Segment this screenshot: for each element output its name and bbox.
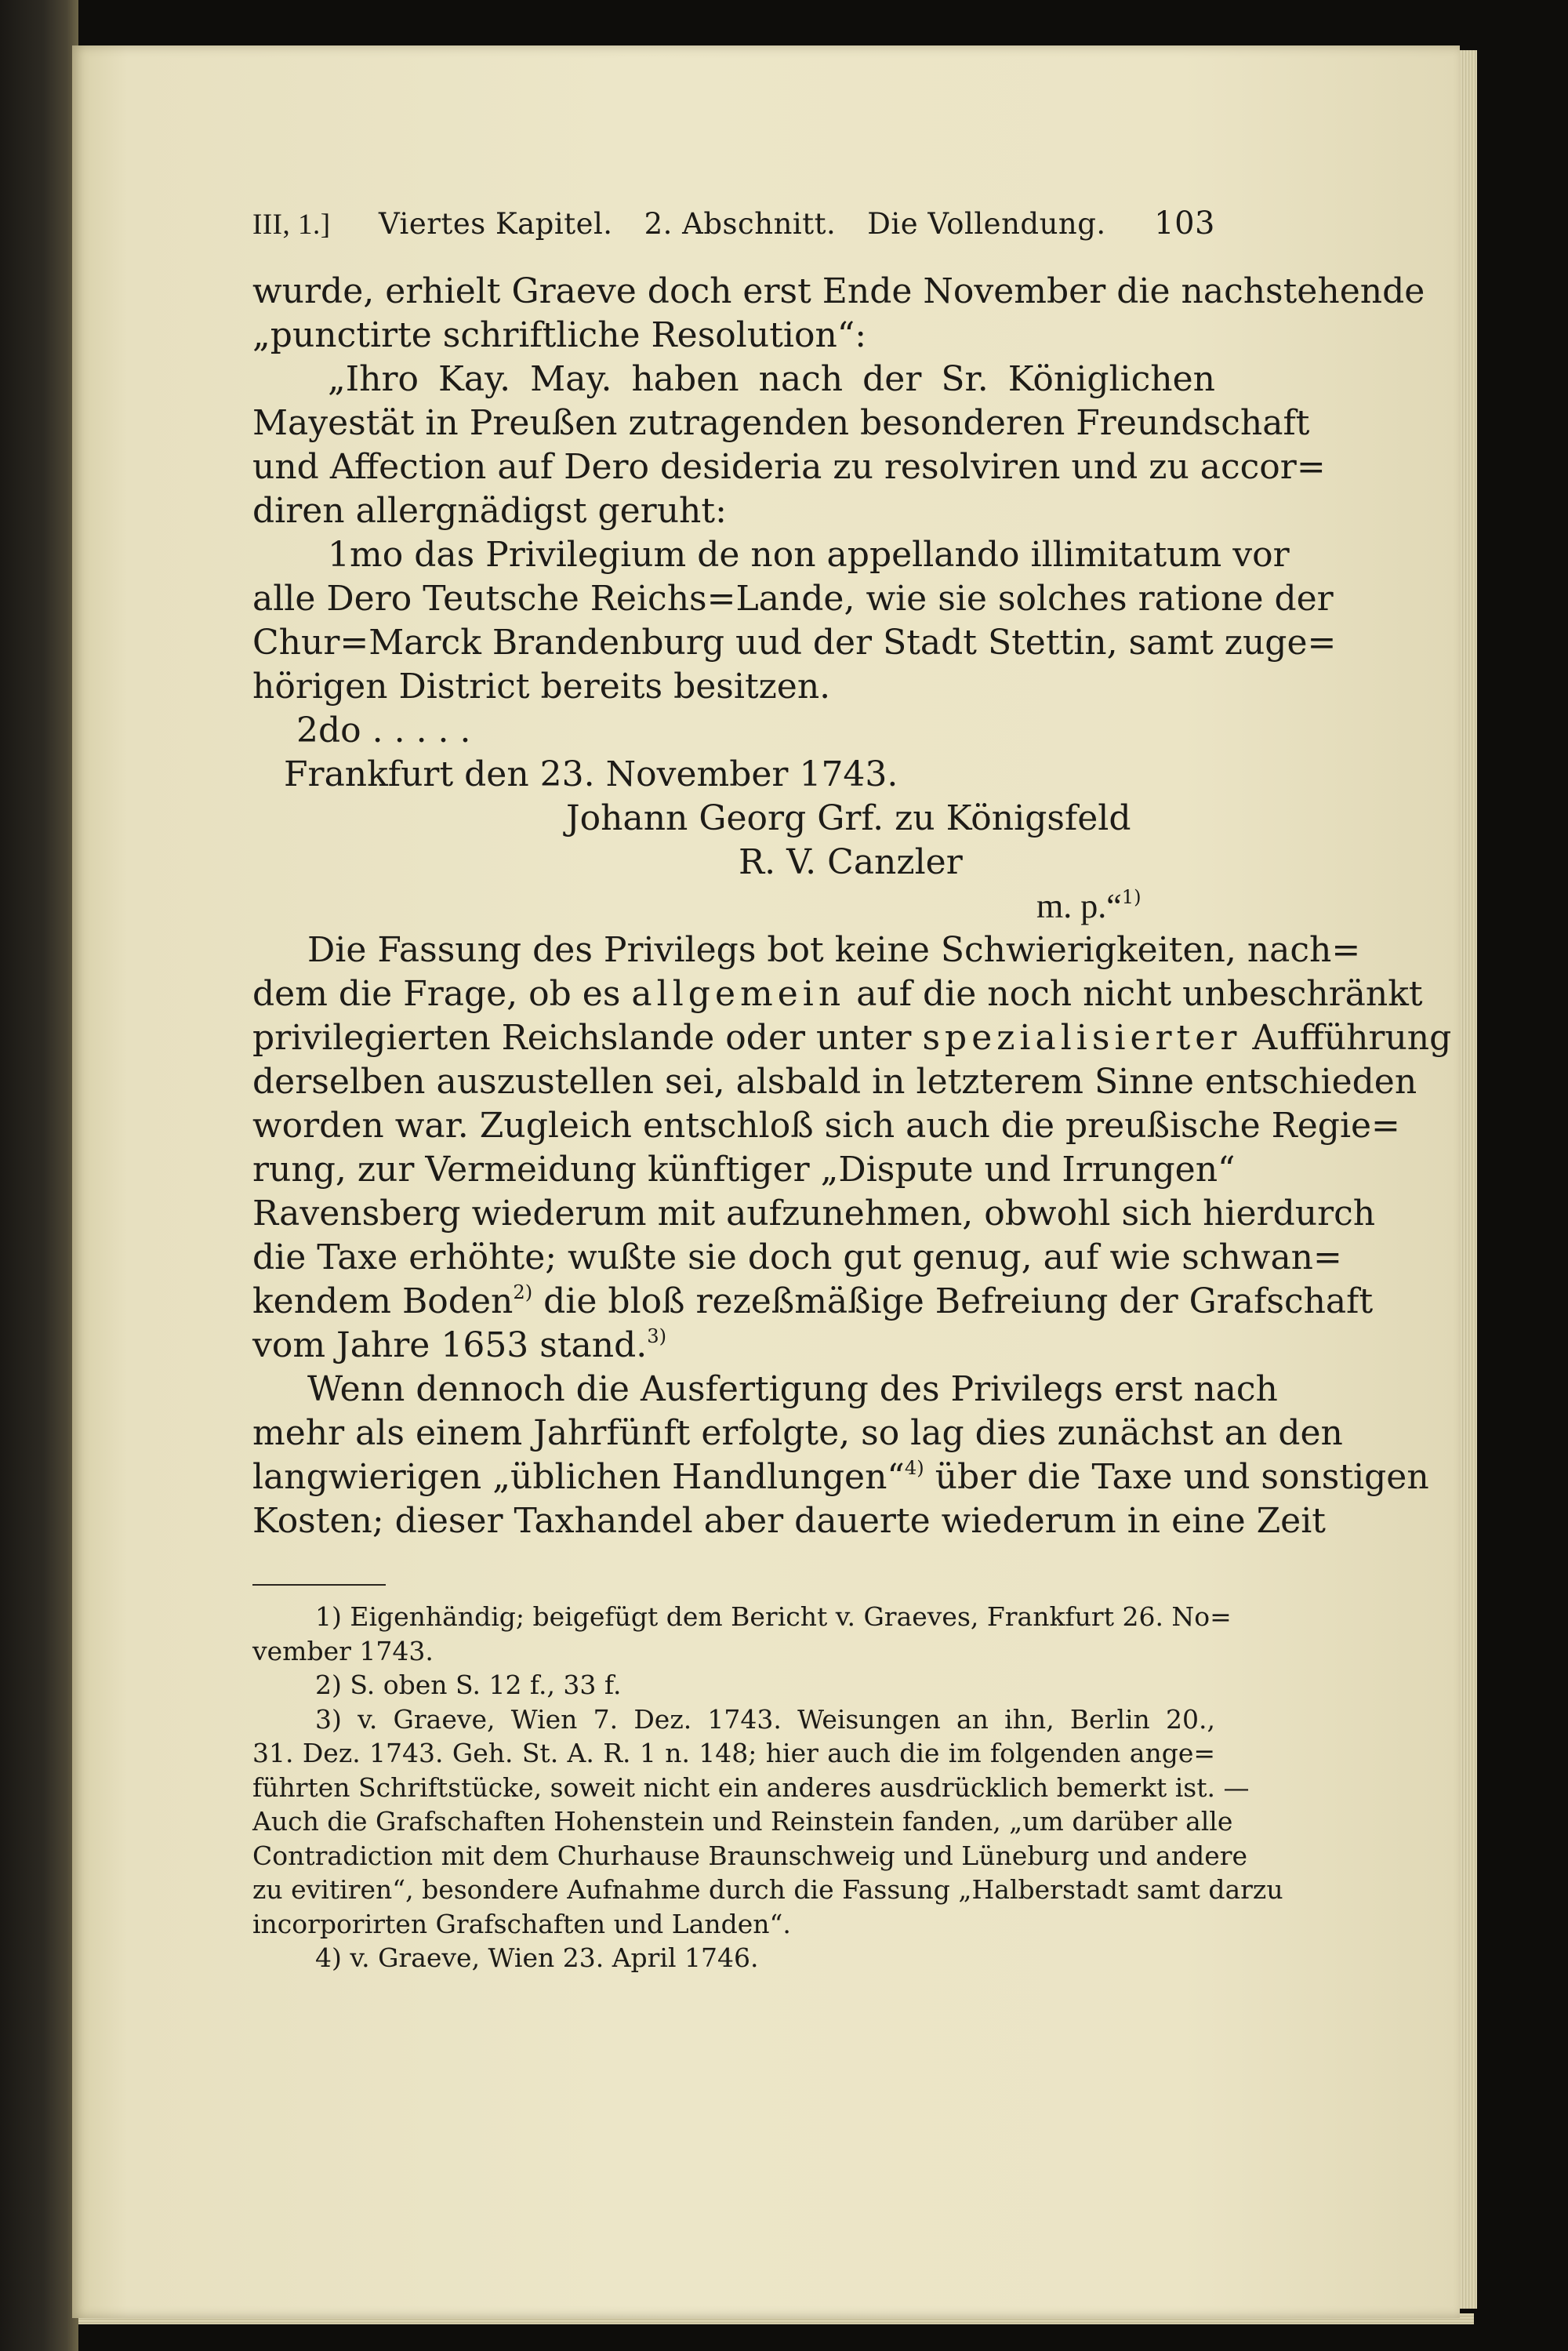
signature-title: R. V. Canzler <box>739 842 963 882</box>
footnote-ref: 3) <box>647 1324 667 1347</box>
text-line: 1mo das Privilegium de non appellando illimitatum vor <box>328 535 1290 575</box>
page-number: 103 <box>1154 205 1215 242</box>
text-line: 2do . . . . . <box>296 710 471 750</box>
text-line: diren allergnädigst geruht: <box>252 491 727 531</box>
text-line: Wenn dennoch die Ausfertigung des Privilegs erst nach <box>307 1369 1278 1409</box>
quote-resolution <box>252 358 1215 402</box>
footnote-ref: 1) <box>1121 885 1142 908</box>
signature-mp <box>252 885 1215 928</box>
text-line: dem die Frage, ob es allgemein auf die noch nicht unbeschränkt <box>252 974 1423 1014</box>
footnote-line: 3) v. Graeve, Wien 7. Dez. 1743. Weisungen an ihn, Berlin 20., <box>315 1703 1215 1735</box>
footnote-line: Contradiction mit dem Churhause Braunschweig und Lüneburg und andere <box>252 1840 1248 1871</box>
text-line: „punctirte schriftliche Resolution“: <box>252 315 867 355</box>
text-line: Die Fassung des Privilegs bot keine Schwierigkeiten, nach= <box>307 930 1361 970</box>
text-line: vom Jahre 1653 stand.$^{3)}$ <box>252 1324 667 1365</box>
text-line: und Affection auf Dero desideria zu resolviren und zu accor= <box>252 447 1326 487</box>
text-line: Mayestät in Preußen zutragenden besonderen Freundschaft <box>252 403 1310 443</box>
paragraph-3 <box>252 1368 1429 1543</box>
footnote-ref: 2) <box>513 1281 533 1303</box>
item-1-cont <box>252 577 1337 709</box>
text-line: langwierigen „üblichen Handlungen“$^{4)}$ über die Taxe und sonstigen <box>252 1456 1429 1497</box>
text-line: rung, zur Vermeidung künftiger „Dispute und Irrungen“ <box>252 1150 1236 1190</box>
text-line: „Ihro Kay. May. haben nach der Sr. Königlichen <box>328 359 1215 399</box>
text-line: alle Dero Teutsche Reichs=Lande, wie sie solches ratione der <box>252 579 1334 619</box>
chapter-label: Viertes Kapitel. <box>378 207 613 241</box>
footnote-line: 4) v. Graeve, Wien 23. April 1746. <box>315 1942 759 1973</box>
book-gutter <box>0 0 78 2351</box>
date-line: Frankfurt den 23. November 1743. <box>284 754 898 794</box>
item-1 <box>252 533 1290 577</box>
text-line: kendem Boden$^{2)}$ die bloß rezeßmäßige Befreiung der Grafschaft <box>252 1281 1374 1321</box>
text-line: Kosten; dieser Taxhandel aber dauerte wiederum in eine Zeit <box>252 1501 1326 1541</box>
text-line: privilegierten Reichslande oder unter spezialisierter Aufführung <box>252 1018 1452 1058</box>
text-line: Chur=Marck Brandenburg uud der Stadt Stettin, samt zuge= <box>252 623 1337 663</box>
text-line: Ravensberg wiederum mit aufzunehmen, obwohl sich hierdurch <box>252 1194 1376 1234</box>
mp-text: m. p.“ <box>1036 887 1122 925</box>
footnote-line: 31. Dez. 1743. Geh. St. A. R. 1 n. 148; hier auch die im folgenden ange= <box>252 1738 1215 1768</box>
footnote-line: incorporirten Grafschaften und Landen“. <box>252 1908 791 1939</box>
quote-resolution-cont <box>252 402 1326 533</box>
footnote-divider <box>252 1584 386 1586</box>
footnote-line: vember 1743. <box>252 1635 434 1666</box>
chapter-reference: III, 1.] <box>252 209 331 241</box>
paragraph-2 <box>252 928 1452 1368</box>
footnote-4 <box>252 1941 1215 1975</box>
spaced-emphasis: spezialisierter <box>922 1018 1242 1058</box>
page-edge-stack <box>1460 50 1477 2309</box>
footnote-line: 2) S. oben S. 12 f., 33 f. <box>315 1670 622 1700</box>
spaced-emphasis: allgemein <box>631 974 846 1014</box>
footnote-line: Auch die Grafschaften Hohenstein und Reinstein fanden, „um darüber alle <box>252 1806 1233 1837</box>
text-line: worden war. Zugleich entschloß sich auch die preußische Regie= <box>252 1106 1400 1146</box>
footnote-1 <box>252 1600 1232 1668</box>
section-title: Die Vollendung. <box>867 207 1106 241</box>
item-2 <box>252 709 1215 753</box>
footnote-2 <box>252 1668 1215 1702</box>
footnote-3 <box>252 1702 1283 1942</box>
text-line: die Taxe erhöhte; wußte sie doch gut genug, auf wie schwan= <box>252 1237 1342 1277</box>
signature-name: Johann Georg Grf. zu Königsfeld <box>566 798 1131 838</box>
text-line: derselben auszustellen sei, alsbald in letzterem Sinne entschieden <box>252 1062 1417 1102</box>
paragraph-1 <box>252 270 1425 358</box>
footnote-line: zu evitiren“, besondere Aufnahme durch die Fassung „Halberstadt samt darzu <box>252 1874 1283 1905</box>
text-line: wurde, erhielt Graeve doch erst Ende November die nachstehende <box>252 271 1425 311</box>
footnote-line: führten Schriftstücke, soweit nicht ein anderes ausdrücklich bemerkt ist. — <box>252 1771 1250 1803</box>
footnote-line: 1) Eigenhändig; beigefügt dem Bericht v. Graeves, Frankfurt 26. No= <box>315 1601 1232 1632</box>
text-line: hörigen District bereits besitzen. <box>252 667 831 707</box>
text-line: mehr als einem Jahrfünft erfolgte, so lag dies zunächst an den <box>252 1413 1343 1453</box>
running-header <box>252 205 1215 242</box>
section-label: 2. Abschnitt. <box>644 207 837 241</box>
page-text <box>252 205 1452 1975</box>
footnote-ref: 4) <box>904 1456 924 1479</box>
